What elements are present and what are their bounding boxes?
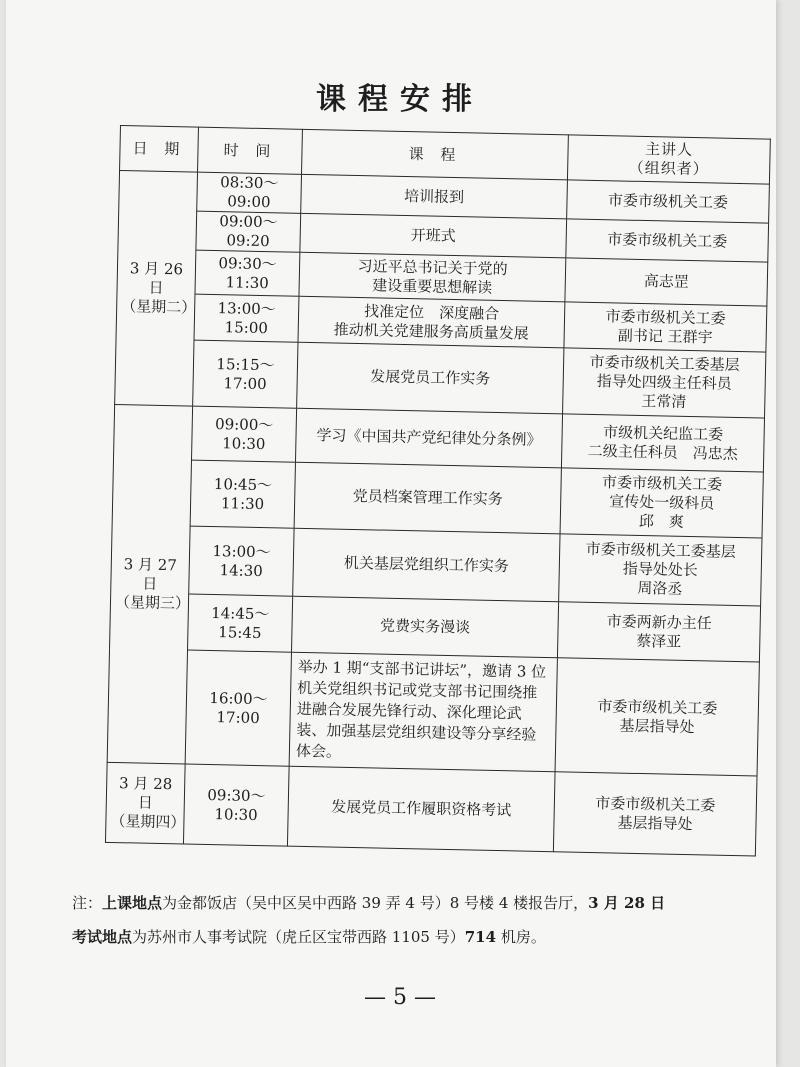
header-speaker: 主讲人 （组织者） bbox=[567, 135, 770, 184]
header-date: 日 期 bbox=[120, 126, 199, 173]
course-cell: 找准定位 深度融合 推动机关党建服务高质量发展 bbox=[298, 296, 565, 348]
date-cell: 3 月 27 日 （星期三） bbox=[107, 404, 192, 764]
course-cell: 发展党员工作实务 bbox=[297, 342, 564, 414]
speaker-cell: 市委市级机关工委 bbox=[566, 219, 769, 262]
course-cell: 习近平总书记关于党的 建设重要思想解读 bbox=[299, 252, 566, 302]
time-cell: 09:30～10:30 bbox=[183, 764, 289, 846]
time-cell: 09:00～09:20 bbox=[196, 211, 301, 252]
date-cell: 3 月 26 日 （星期二） bbox=[115, 171, 198, 407]
speaker-cell: 市委市级机关工委基层 指导处四级主任科员 王常清 bbox=[563, 348, 766, 418]
note-venue-text: 为金都饭店（吴中区吴中西路 39 弄 4 号）8 号楼 4 楼报告厅， bbox=[162, 894, 589, 912]
course-cell: 学习《中国共产党纪律处分条例》 bbox=[295, 408, 562, 468]
note-prefix: 注： bbox=[72, 894, 103, 912]
time-cell: 13:00～15:00 bbox=[194, 294, 299, 342]
speaker-cell: 市级机关纪监工委 二级主任科员 冯忠杰 bbox=[561, 414, 764, 472]
schedule-table bbox=[105, 125, 771, 856]
table-row bbox=[105, 762, 757, 856]
time-cell: 13:00～14:30 bbox=[189, 526, 294, 596]
course-cell: 机关基层党组织工作实务 bbox=[293, 528, 560, 602]
course-cell: 党员档案管理工作实务 bbox=[294, 462, 561, 534]
course-cell: 党费实务漫谈 bbox=[291, 596, 558, 658]
course-cell: 发展党员工作履职资格考试 bbox=[287, 766, 555, 852]
time-cell: 10:45～11:30 bbox=[190, 460, 295, 528]
time-cell: 15:15～17:00 bbox=[193, 340, 298, 408]
speaker-cell: 市委市级机关工委 宣传处一级科员 邱 爽 bbox=[560, 468, 763, 538]
note-exam-date: 3 月 28 日 bbox=[588, 894, 666, 912]
time-cell: 09:00～10:30 bbox=[191, 406, 296, 462]
footnote bbox=[72, 886, 782, 954]
time-cell: 14:45～15:45 bbox=[188, 594, 293, 652]
speaker-cell: 高志罡 bbox=[565, 258, 768, 306]
speaker-cell: 市委两新办主任 蔡泽亚 bbox=[557, 602, 760, 662]
time-cell: 08:30～09:00 bbox=[197, 172, 302, 213]
note-exam-text: 为苏州市人事考试院（虎丘区宝带西路 1105 号） bbox=[132, 928, 465, 946]
time-cell: 16:00～17:00 bbox=[185, 650, 291, 766]
speaker-cell: 市委市级机关工委 基层指导处 bbox=[553, 772, 757, 856]
note-room-suffix: 机房。 bbox=[496, 928, 546, 946]
course-cell: 培训报到 bbox=[301, 174, 568, 219]
speaker-cell: 市委市级机关工委 副书记 王群宇 bbox=[564, 302, 767, 352]
speaker-cell: 市委市级机关工委 bbox=[567, 180, 770, 223]
speaker-cell: 市委市级机关工委基层 指导处处长 周洛丞 bbox=[559, 534, 762, 606]
table-row bbox=[107, 648, 759, 776]
course-cell: 开班式 bbox=[300, 213, 567, 258]
note-label-exam: 考试地点 bbox=[72, 928, 133, 946]
page-title: 课程安排 bbox=[316, 82, 484, 117]
page-number: — 5 — bbox=[364, 985, 436, 1010]
time-cell: 09:30～11:30 bbox=[195, 250, 300, 296]
date-cell: 3 月 28 日 （星期四） bbox=[105, 762, 185, 844]
note-label-venue: 上课地点 bbox=[102, 894, 163, 912]
header-time: 时 间 bbox=[198, 127, 303, 174]
header-course: 课 程 bbox=[302, 129, 569, 180]
speaker-cell: 市委市级机关工委 基层指导处 bbox=[555, 658, 759, 776]
note-room: 714 bbox=[464, 928, 497, 946]
course-cell: 举办 1 期“支部书记讲坛”，邀请 3 位机关党组织书记或党支部书记围绕推进融合发展先锋行动、深化理论武装、加强基层党组织建设等分享经验体会。 bbox=[289, 652, 557, 772]
